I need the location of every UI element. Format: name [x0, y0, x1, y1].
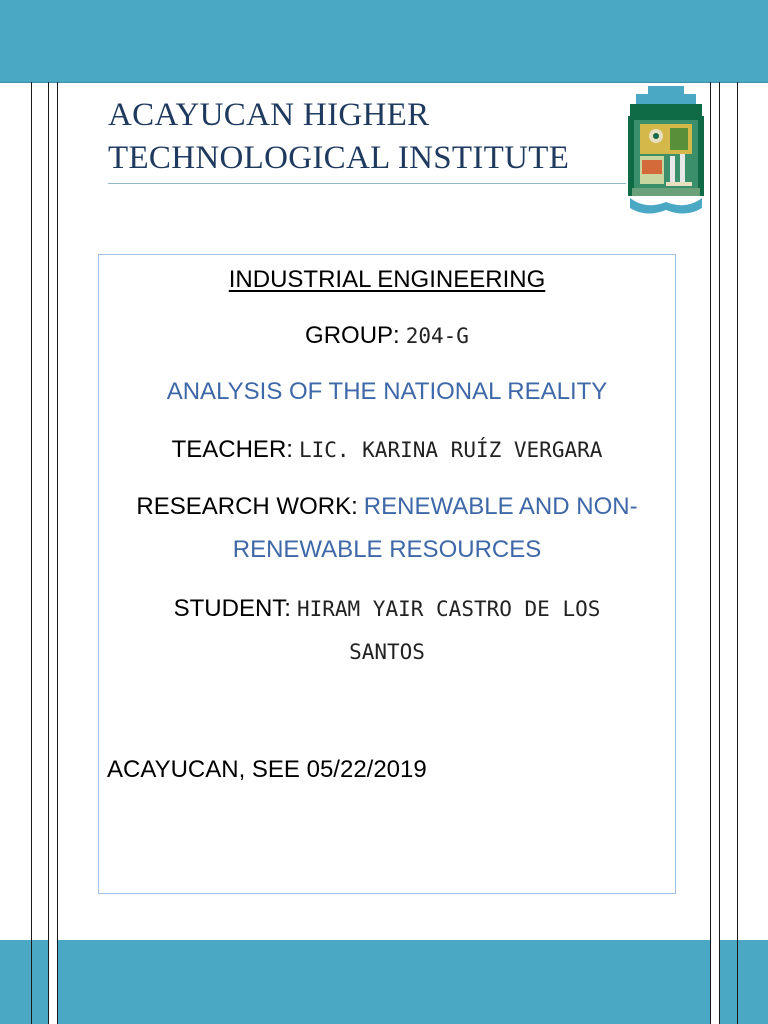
- group-value: 204-G: [405, 324, 469, 348]
- page-border-gap-left: [49, 940, 57, 1024]
- research-value: RENEWABLE AND NON-: [363, 493, 638, 520]
- group-line: [99, 321, 675, 351]
- research-line: [99, 492, 675, 522]
- student-line-2: [99, 637, 675, 667]
- page-border-line: [719, 82, 720, 1024]
- teacher-value: LIC. KARINA RUÍZ VERGARA: [298, 438, 603, 462]
- teacher-label: TEACHER:: [171, 436, 293, 463]
- title-line-1: ACAYUCAN HIGHER: [108, 97, 430, 133]
- page-border-gap-right: [711, 940, 719, 1024]
- page-border-line: [31, 82, 32, 1024]
- subject-line: [99, 377, 675, 407]
- title-line-2: TECHNOLOGICAL INSTITUTE: [108, 140, 570, 176]
- place-date: ACAYUCAN, SEE 05/22/2019: [107, 756, 427, 783]
- top-color-band: [0, 0, 768, 83]
- page-border-line: [710, 82, 711, 1024]
- research-label: RESEARCH WORK:: [136, 493, 358, 520]
- teacher-line: [99, 435, 675, 465]
- career-line: [99, 265, 675, 295]
- subject-title: ANALYSIS OF THE NATIONAL REALITY: [166, 378, 608, 405]
- research-value-continued: RENEWABLE RESOURCES: [232, 536, 542, 563]
- bottom-color-band: [0, 940, 768, 1024]
- institute-seal-icon: [626, 84, 706, 218]
- career-heading: INDUSTRIAL ENGINEERING: [228, 266, 546, 293]
- page-border-line: [737, 82, 738, 1024]
- page-border-line: [48, 82, 49, 1024]
- cover-info-box: [98, 254, 676, 894]
- student-label: STUDENT:: [173, 595, 291, 622]
- institute-title: [108, 94, 569, 180]
- research-line-2: [99, 535, 675, 565]
- student-value-continued: SANTOS: [349, 640, 425, 664]
- group-label: GROUP:: [305, 322, 400, 349]
- title-underline: [108, 183, 632, 184]
- page-border-line: [57, 82, 58, 1024]
- student-value: HIRAM YAIR CASTRO DE LOS: [296, 597, 601, 621]
- student-line: [99, 594, 675, 624]
